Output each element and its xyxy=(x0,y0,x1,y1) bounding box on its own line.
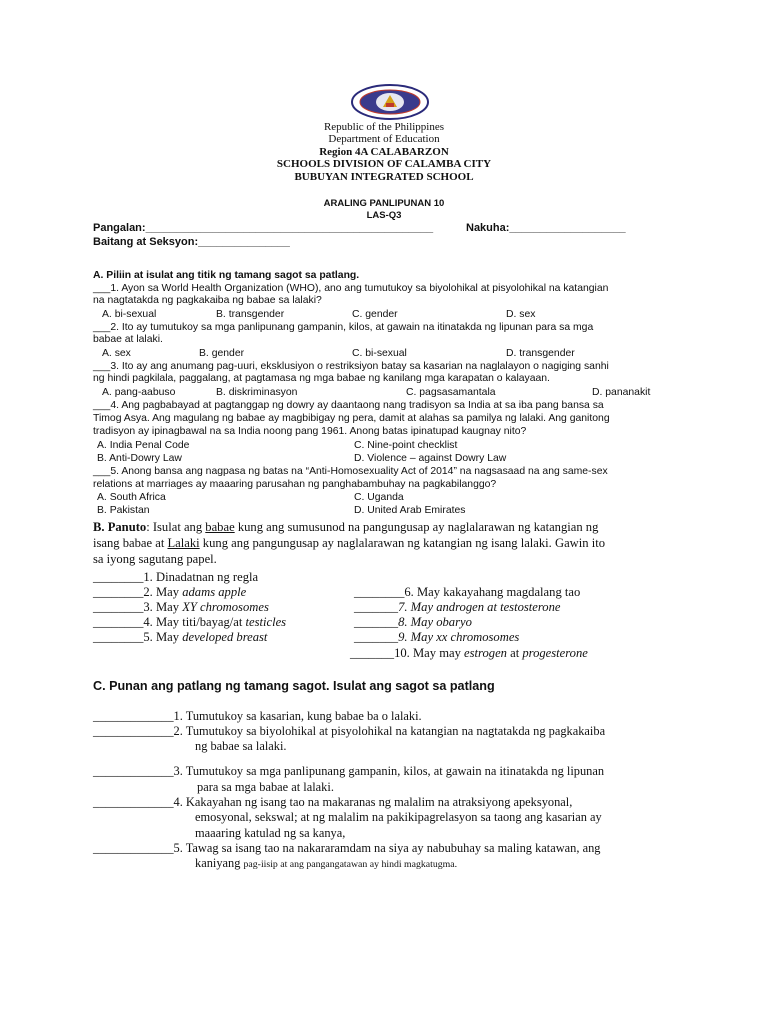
header-division: SCHOOLS DIVISION OF CALAMBA CITY xyxy=(276,158,492,170)
q1-line1: ___1. Ayon sa World Health Organization (WHO), ano ang tumutukoy sa biyolohikal at pisyolohikal na katangian xyxy=(93,283,609,294)
c-item-5-line2: kaniyang pag-iisip at ang pangangatawan ay hindi magkatugma. xyxy=(195,856,458,870)
q4-choice-d: D. Violence – against Dowry Law xyxy=(354,453,507,464)
subject-title: ARALING PANLIPUNAN 10 xyxy=(323,198,445,209)
b-item-7: _______7. May androgen at testosterone xyxy=(354,600,561,614)
section-b-instruction-line2: isang babae at Lalaki kung ang pangungusap ay naglalarawan ng katangian ng isang lalaki. Gawin ito xyxy=(93,536,605,550)
q3-choice-a: A. pang-aabuso xyxy=(102,387,176,398)
c-item-2-line1: _____________2. Tumutukoy sa biyolohikal at pisyolohikal na katangian na nagtatakda ng pagkakaiba xyxy=(93,724,606,738)
q5-line1: ___5. Anong bansa ang nagpasa ng batas na “Anti-Homosexuality Act of 2014” na nagsasaad na ang same-sex xyxy=(93,466,608,477)
section-a-heading: A. Piliin at isulat ang titik ng tamang sagot sa patlang. xyxy=(93,270,360,281)
section-b-instruction-line1: B. Panuto: Isulat ang babae kung ang sumusunod na pangungusap ay naglalarawan ng katangian ng xyxy=(93,520,599,534)
b-item-6: ________6. May kakayahang magdalang tao xyxy=(354,585,581,599)
q3-line1: ___3. Ito ay ang anumang pag-uuri, eksklusiyon o restriksiyon batay sa kasarian na naglalayon o nagiging sanhi xyxy=(93,361,609,372)
q2-choice-a: A. sex xyxy=(102,348,131,359)
q2-line2: babae at lalaki. xyxy=(93,334,163,345)
header-region: Region 4A CALABARZON xyxy=(319,146,449,158)
q5-line2: relations at marriages ay maaaring parusahan ng panghabambuhay na pagkabilanggo? xyxy=(93,479,497,490)
b-item-3: ________3. May XY chromosomes xyxy=(93,600,269,614)
pangalan-field[interactable]: Pangalan:_______________________________________________ xyxy=(93,222,434,234)
b-item-10: _______10. May may estrogen at progesterone xyxy=(350,646,588,660)
b-item-4: ________4. May titi/bayag/at testicles xyxy=(93,615,287,629)
q4-line1: ___4. Ang pagbabayad at pagtanggap ng dowry ay daantaong nang tradisyon sa India at sa iba pang bansa sa xyxy=(93,400,604,411)
q3-choice-d: D. pananakit xyxy=(592,387,651,398)
section-c-heading: C. Punan ang patlang ng tamang sagot. Isulat ang sagot sa patlang xyxy=(93,679,495,693)
b-item-1: ________1. Dinadatnan ng regla xyxy=(93,570,259,584)
q3-line2: ng hindi pagkilala, paggalang, at pagtamasa ng mga babae ng kanilang mga karapatan o kalayaan. xyxy=(93,373,550,384)
q1-choice-c: C. gender xyxy=(352,309,398,320)
q2-choice-d: D. transgender xyxy=(506,348,575,359)
q4-line2: Timog Asya. Ang magulang ng babae ay magbibigay ng pera, damit at alahas sa pamilya ng lalaki. Ang ganitong xyxy=(93,413,610,424)
section-b-instruction-line3: sa iyong sagutang papel. xyxy=(93,552,217,566)
q5-choice-c: C. Uganda xyxy=(354,492,404,503)
q2-choice-c: C. bi-sexual xyxy=(352,348,407,359)
c-item-4-line3: maaaring katulad ng sa kanya, xyxy=(195,826,346,840)
c-item-4-line1: _____________4. Kakayahan ng isang tao na makaranas ng malalim na atraksiyong apeksyonal, xyxy=(93,795,573,809)
b-item-5: ________5. May developed breast xyxy=(93,630,268,644)
header-department: Department of Education xyxy=(328,133,440,145)
deped-seal-logo xyxy=(350,83,430,121)
q2-choice-b: B. gender xyxy=(199,348,245,359)
q3-choice-c: C. pagsasamantala xyxy=(406,387,496,398)
b-item-9: _______9. May xx chromosomes xyxy=(354,630,520,644)
las-code: LAS-Q3 xyxy=(366,210,402,221)
q5-choice-d: D. United Arab Emirates xyxy=(354,505,466,516)
q4-line3: tradisyon ay ipinagbawal na sa India noong pang 1961. Anong batas ipinatupad kaugnay nito? xyxy=(93,426,527,437)
c-item-5-line1: _____________5. Tawag sa isang tao na nakararamdam na siya ay nabubuhay sa maling katawan, ang xyxy=(93,841,601,855)
q4-choice-a: A. India Penal Code xyxy=(97,440,190,451)
q4-choice-b: B. Anti-Dowry Law xyxy=(97,453,182,464)
b-item-8: _______8. May obaryo xyxy=(354,615,472,629)
q1-line2: na nagtatakda ng pagkakaiba ng babae sa lalaki? xyxy=(93,295,322,306)
nakuha-field[interactable]: Nakuha:___________________ xyxy=(466,222,626,234)
q2-line1: ___2. Ito ay tumutukoy sa mga panlipunang gampanin, kilos, at gawain na itinatakda ng lipunan para sa mga xyxy=(93,322,594,333)
q1-choice-d: D. sex xyxy=(506,309,536,320)
q5-choice-a: A. South Africa xyxy=(97,492,166,503)
q3-choice-b: B. diskriminasyon xyxy=(216,387,298,398)
header-school: BUBUYAN INTEGRATED SCHOOL xyxy=(294,171,474,183)
b-item-2: ________2. May adams apple xyxy=(93,585,247,599)
q1-choice-b: B. transgender xyxy=(216,309,285,320)
q5-choice-b: B. Pakistan xyxy=(97,505,150,516)
c-item-1: _____________1. Tumutukoy sa kasarian, kung babae ba o lalaki. xyxy=(93,709,422,723)
q1-choice-a: A. bi-sexual xyxy=(102,309,157,320)
q4-choice-c: C. Nine-point checklist xyxy=(354,440,458,451)
c-item-3-line2: para sa mga babae at lalaki. xyxy=(197,780,334,794)
c-item-4-line2: emosyonal, sekswal; at ng malalim na pakikipagrelasyon sa taong ang kasarian ay xyxy=(195,810,602,824)
section-b-label: B. Panuto xyxy=(93,520,147,534)
baitang-field[interactable]: Baitang at Seksyon:_______________ xyxy=(93,236,290,248)
c-item-2-line2: ng babae sa lalaki. xyxy=(195,739,287,753)
c-item-3-line1: _____________3. Tumutukoy sa mga panlipunang gampanin, kilos, at gawain na itinatakda ng lipunan xyxy=(93,764,605,778)
header-republic: Republic of the Philippines xyxy=(323,121,445,133)
